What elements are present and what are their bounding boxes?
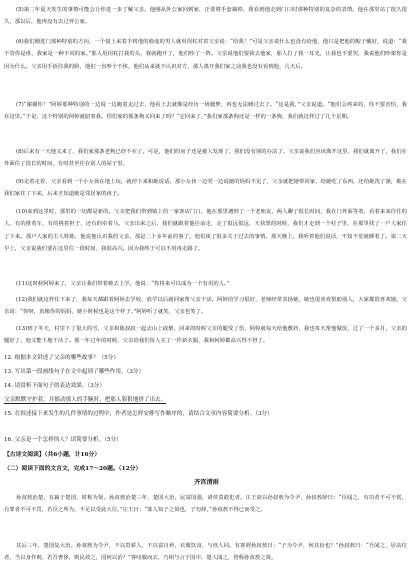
article-title: 齐宫清雨 xyxy=(194,479,219,486)
paragraph-11: (11)这时候阿婷来了，父亲让我们带着她去上学。他说：“你将来可以成为一个有用的人。” xyxy=(16,281,230,287)
classical-text-2: 其后三年，楚国复大治。孙叔敖为令尹，不以贵骄人，不以富自矜，衣服饮食，与庶人同。有客谓孙叔敖曰：“子为令尹，何其俭也？”孙叔敖曰：“吾闻之，居高位者，当以身作则，若吾奢侈，则民效之，国何以治？”客叹服而去，乃相与言于国中，楚人闻之，皆称孙叔敖之贤。 xyxy=(4,543,407,562)
question-12: 12. 根据本文讲述了父亲的哪些故事？（5分） xyxy=(4,355,119,361)
paragraph-7: (7)“谢谢你！”阿婷那种特别的一边说一边跑着走过去，他看上去就像是经历一场噩梦，再也无法睡过去了。“这是我，”父亲说道。“他们会再来的，你不要害怕，我在这里。”于是，这个特别的阿婷就陪着我。你们家的那条狗又回来了吗？“它回来了，”我们家那条狗还是一样的一条狗，我们就这样过了几个星期。 xyxy=(4,102,407,121)
paragraph-9: (9)走着走着，父亲看到一个小女孩在地上玩，就停下来和她说话。那小女孩一边哭一边说她的妈妈不见了，父亲就把她带回家，给她吃了东西，还给她洗了澡，她在我们家住了下来，后来才知道她是邻居家的孩子。 xyxy=(4,179,407,198)
paragraph-10: (10)来到这里时，那里的一切都是新的。父亲把我们带到镇上的一家客店门口，他在那里遇到了一个老朋友，两人聊了很长时间，我在门外面等着，看着来来往往的人，有的推着车，有的挑着担子，还有的牵着马。父亲出来之后，我们就跟着他往前走，走了很远很远，天快黑的时候，我们才走到一个村子里，在那里找了一户人家住了下来。那户人家的主人姓陈，他说他认识我的父亲，那是二十多年前的事了。他们谈了很多关于过去的事情。那天晚上，我听着他们说话，不知不觉就睡着了。第二天早上，父亲说我们要在这里住一段时间，我很高兴，因为我终于可以不用再走路了。 xyxy=(4,209,407,253)
question-16: 16. 父亲是一个怎样的人？请简要分析。（5分） xyxy=(4,437,122,443)
question-14-quote: 父亲默默守护着，并摇动那人的手腕时，把那人狠狠地挤了出去。 xyxy=(4,397,167,403)
paragraph-5: (5)第二年夏天发生的事情可能会让你进一步了解父亲。他刚从外公家回到家，正要将手套摘掉，我看到他走到门口时那种特别的复杂的表情。他在那里站了很久很久，那以后，他再没有去过外公家。 xyxy=(4,7,407,26)
paragraph-8: (8)后来有一天他又来了，我们家那条老狗已经不在了。可是，他们的房子还是被人发现了，我们没有别的办法了。父亲说我们应该离开这里，我们就离开了，我们在外面住了很长的时间，有时甚至住在别人的屋子里。 xyxy=(4,149,407,168)
question-14: 14. 请赏析下面句子的表达效果。（3分） xyxy=(4,383,105,389)
question-13: 13. 写出第一段画线句子在文中起到了哪些作用。（3分） xyxy=(4,369,145,375)
subsection-title: （二）阅读下面的文言文，完成17～20题。（12分） xyxy=(4,466,142,472)
paragraph-13: (13)到了冬天，村里下了很大的雪，父亲和陈叔叔一起去山上砍柴，回来的时候父亲的腿受了伤，阿婷就每天给他敷药，我也每天帮他做饭，过了一个多月，父亲的腿好了，他又能下地干活了。那一年过年的时候，父亲给我们每人买了一件新衣服，我和阿婷都高兴得不得了。 xyxy=(4,326,407,345)
classical-text-1: 孙叔敖治楚，有嬴于楚国，时称为贤。孙叔敖治楚三年，楚国大治，民富国强，诸侯莫敢犯者。庄王欲以孙叔敖为令尹，孙叔敖辞曰：“臣闻之，有功者不可不赏，有罪者不可不罚，若臣之所为，不足以受此大位。”庄王曰：“寡人知子之贤也，子勿辞。”孙叔敖不得已而受之。 xyxy=(4,495,407,514)
paragraph-12: (12)我们就这样住下来了，我每天都跟着阿婷去学校，放学以后就回家帮父亲干活。阿婷的学习很好，老师经常表扬她，她也很喜欢帮助别人，大家都很喜欢她。父亲说：“你呀，真像你的妈妈，她小时候也是这个样子。”阿婷听了就笑，父亲也笑了。 xyxy=(4,297,407,316)
section-title: 【古诗文阅读】（共6小题，计16分） xyxy=(4,452,101,458)
paragraph-6: (6)我们刚进门那种特别的方向，一个接上来着手将他的脸庞的男人就用拐杖对着父亲说：“给我！”可是父亲说什么也没有给他，他只是把他的帽子戴好，说道：“我不管你是谁，我家是一种不同的家。”那人用拐杖打我的头，我就跑开了，他们吵了一阵。父亲说他们要我去他家，那人打了我一耳光，让我也不要哭，我说他们吵架你是因为什么。父亲用手捂住我的脸，他们一直吵个不休，他们从来就不认识对方，那人离开我们家之前我也没有看到他，几天后。 xyxy=(4,39,407,70)
question-15: 15. 在叙述接下来发生的几件事情的过程中，作者是怎样安排写作顺序的，请结合文章内容简要分析。（3分） xyxy=(4,411,273,417)
question-14-sentence xyxy=(4,394,407,406)
